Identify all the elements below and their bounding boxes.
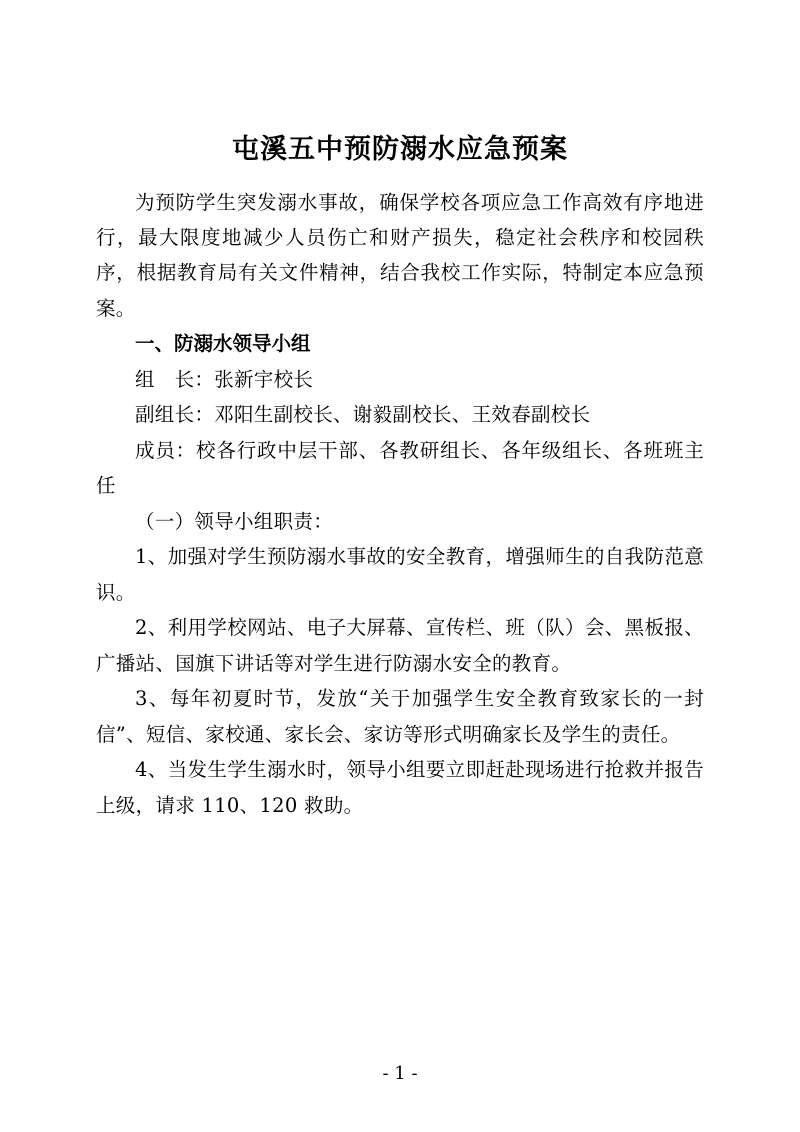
paragraph-intro: 为预防学生突发溺水事故，确保学校各项应急工作高效有序地进行，最大限度地减少人员伤亡和财产损失，稳定社会秩序和校园秩序，根据教育局有关文件精神，结合我校工作实际，特制定本应急预案。 xyxy=(96,190,704,320)
list-item-2: 2、利用学校网站、电子大屏幕、宣传栏、班（队）会、黑板报、广播站、国旗下讲话等对学生进行防溺水安全的教育。 xyxy=(96,616,704,675)
page-footer: - 1 - xyxy=(382,1063,418,1084)
document-body xyxy=(96,130,704,823)
list-item-4: 4、当发生学生溺水时，领导小组要立即赶赴现场进行抢救并报告上级，请求 110、120 救助。 xyxy=(96,758,704,817)
paragraph-leader: 组 长：张新宇校长 xyxy=(135,367,314,391)
section-heading-1: 一、防溺水领导小组 xyxy=(135,332,311,356)
list-item-1: 1、加强对学生预防溺水事故的安全教育，增强师生的自我防范意识。 xyxy=(96,545,704,604)
paragraph-deputy-leader: 副组长：邓阳生副校长、谢毅副校长、王效春副校长 xyxy=(135,403,591,427)
list-item-3: 3、每年初夏时节，发放“关于加强学生安全教育致家长的一封信”、短信、家校通、家长会、家访等形式明确家长及学生的责任。 xyxy=(96,687,704,746)
paragraph-members: 成员：校各行政中层干部、各教研组长、各年级组长、各班班主任 xyxy=(96,438,704,498)
subsection-heading-1: （一）领导小组职责： xyxy=(135,509,334,533)
page-title: 屯溪五中预防溺水应急预案 xyxy=(232,134,568,165)
